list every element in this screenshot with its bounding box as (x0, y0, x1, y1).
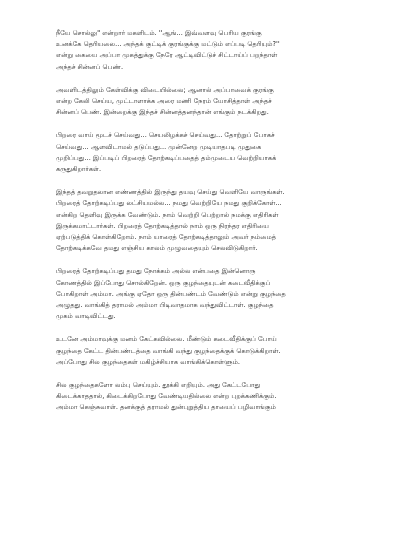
text-line: ஏற்படுத்திக் கொள்கிறோம். நாம் யாரைத் தோற்கடித்தாலும் அவர் நம்மைத் (56, 233, 277, 242)
text-line: அம்மா கெஞ்சுவாள். தனக்குத் தராமல் துன்புறுத்திய தாயைப் பழிவாங்கும் (56, 403, 276, 412)
text-line: அவளிடத்திலும் கேள்விக்கு விடையில்லை; ஆனால் அப்பாவைக் குரங்கு (56, 85, 274, 94)
text-line: இந்தத் தவறுதலான எண்ணத்தில் இருந்து தயவு செய்து வெளியே வாருங்கள். (56, 188, 285, 197)
paragraph-3 (56, 130, 378, 175)
text-line: பிறரை வாய் மூடச் செய்வது... செயலிழக்கச் செய்வது... தோற்றுப் போகச் (56, 131, 275, 140)
text-line: அப்போது சில குழந்தைகள் மகிழ்ச்சியாக வாங்கிக்கொள்ளும். (56, 357, 241, 366)
text-line: போகிறாள் அம்மா. அங்கு ஏதோ ஒரு தின்பண்டம் வேண்டும் என்று குழந்தை (56, 289, 286, 298)
text-line: தோற்கடிக்கவே தமது எஞ்சிய காலம் முழுவதையும் செலவிடுகிறார். (56, 244, 258, 253)
text-line: கருதுகிறார்கள். (56, 165, 102, 174)
paragraph-5 (56, 266, 378, 322)
text-line: சின்னப் பெண். இன்றைக்கு இந்தச் சின்னத்தனந்தான் எங்கும் நடக்கிறது. (56, 108, 269, 117)
paragraph-4 (56, 187, 378, 254)
text-line: செய்வது... ஆளவிடாமல் தடுப்பது... முன்னேற முடியாதபடி முதுகை (56, 142, 262, 151)
text-line: பிறரைத் தோற்கடிப்பது லட்சியமல்ல... நமது வெற்றியே நமது குறிக்கோள்... (56, 199, 282, 208)
text-line: என்று கையை அப்பா முகத்துக்கு நேரே ஆட்டிவிட்டுச் சிட்டாய்ப் பறந்தாள் (56, 51, 278, 60)
document-page (56, 28, 378, 426)
paragraph-7 (56, 380, 378, 414)
text-line: என்கிற தெளிவு இருக்க வேண்டும். நாம் வெற்றி பெற்றால் நமக்கு எதிரிகள் (56, 210, 279, 219)
text-line: கோணத்தில் இப்போது சொல்கிறேன். ஒரு குழந்தையுடன் கடைவீதிக்குப் (56, 278, 271, 287)
text-line: முறிப்பது... இப்படிப் பிறரைத் தோற்கடிப்பதைத் தம்முடைய வெற்றியாகக் (56, 153, 277, 162)
text-line: என்ற கேலி செய்ய, முட்டாளாக்க அரை மணி நேரம் யோசித்தாள் அந்தச் (56, 97, 272, 106)
paragraph-1 (56, 28, 378, 73)
paragraph-2 (56, 85, 378, 119)
text-line: அழுதது. வாங்கித் தராமல் அம்மா பிடிவாதமாக வந்துவிட்டாள். குழந்தை (56, 301, 274, 310)
text-line: நீயே சொல்லு" என்றார் மகளிடம். ''ஆங்... இவ்வளவு பெரிய குரங்கு (56, 29, 262, 37)
text-line: சில குழந்தைகளோ லம்பு செய்யும். தூக்கி எறியும். அது கேட்டபோது (56, 381, 261, 390)
text-line: அந்தச் சின்னப் பெண். (56, 62, 124, 71)
text-line: உனக்கே தெரியலை... அந்தக் குட்டிக் குரங்குக்கு மட்டும் எப்படி தெரியும்?'' (56, 40, 280, 49)
paragraph-6 (56, 334, 378, 368)
text-line: பிறரைத் தோற்கடிப்பது தமது நோக்கம் அல்ல என்பதை இன்னொரு (56, 267, 256, 276)
text-line: இருக்கமாட்டார்கள். பிறரைத் தோற்கடித்தால் நாம் ஒரு நிரந்தர எதிரியை (56, 221, 269, 230)
text-line: கிடைக்காததால், கிடைக்கிறபோது வேண்டியதில்லை என்ற புறக்கணிக்கும். (56, 392, 277, 401)
text-line: முகம் வாடிவிட்டது. (56, 312, 116, 321)
text-line: உடனே அம்மாவுக்கு மனம் கேட்கவில்லை. மீண்டும் கடைவீதிக்குப் போய் (56, 335, 277, 344)
text-line: குழந்தை கேட்ட தின்பண்டத்தை வாங்கி வந்து குழந்தைக்குக் கொடுக்கிறாள். (56, 346, 281, 355)
